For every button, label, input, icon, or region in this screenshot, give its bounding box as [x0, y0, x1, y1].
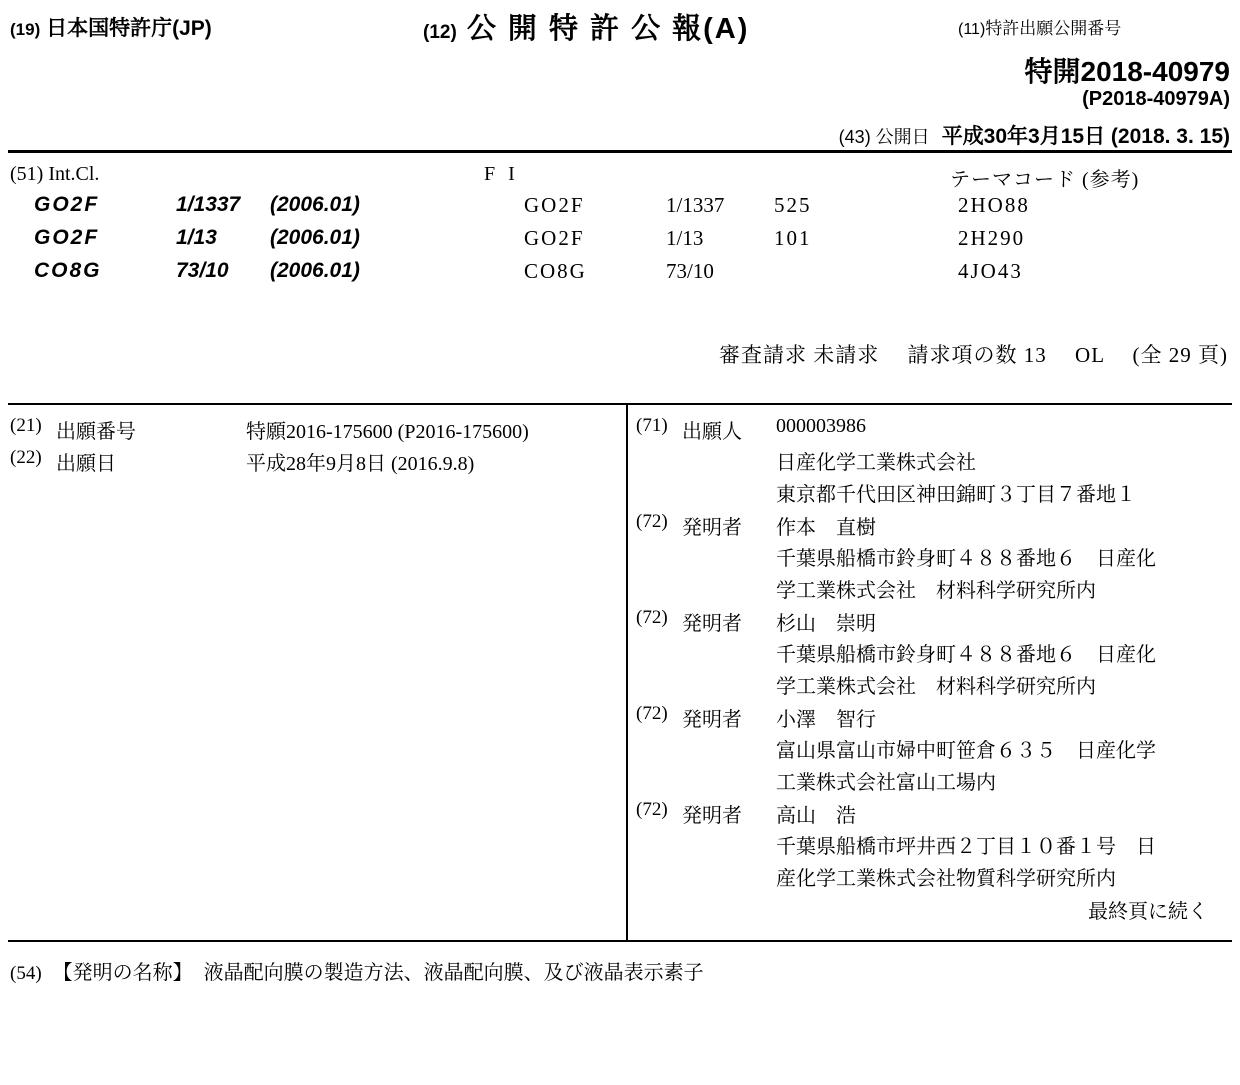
inventor-name: 小澤 智行	[776, 709, 876, 731]
inventor-name: 杉山 崇明	[776, 613, 876, 635]
issuing-office	[10, 12, 212, 42]
application-number-value: 特願2016-175600 (P2016-175600)	[246, 421, 529, 443]
bibliographic-body	[8, 405, 1232, 940]
issuing-office-paren: (19)	[10, 20, 41, 39]
ol-marker: OL	[1075, 343, 1105, 367]
theme-code: 4JO43	[958, 259, 1023, 283]
classification-section	[8, 153, 1232, 403]
application-number-tag: (21)	[10, 415, 42, 436]
inventor-address-line: 産化学工業株式会社物質科学研究所内	[776, 868, 1116, 890]
document-type-paren: (12)	[423, 22, 457, 43]
examination-request: 審査請求 未請求	[719, 343, 880, 367]
inventor-address-line: 工業株式会社富山工場内	[776, 772, 996, 794]
publication-date-label: (43) 公開日	[838, 127, 930, 147]
fi-symbol: GO2F	[524, 193, 585, 217]
application-date-row	[8, 447, 618, 479]
ipc-version: (2006.01)	[270, 193, 360, 216]
left-column	[8, 415, 618, 479]
inventor-tag: (72)	[636, 799, 668, 820]
classification-rows	[8, 193, 1232, 292]
fi-group: 1/1337	[666, 193, 725, 217]
fi-symbol: CO8G	[524, 259, 587, 283]
table-row	[8, 193, 1232, 226]
fi-label: F I	[484, 163, 519, 185]
examination-status-line	[719, 339, 1228, 369]
inventor-address-line: 富山県富山市婦中町笹倉６３５ 日産化学	[776, 740, 1156, 762]
inventor-address-line: 学工業株式会社 材料科学研究所内	[776, 580, 1096, 602]
publication-date-value: 平成30年3月15日 (2018. 3. 15)	[941, 125, 1230, 148]
publication-number-label	[958, 14, 1121, 39]
applicant-label: 出願人	[682, 421, 742, 443]
int-cl-label: (51) Int.Cl.	[10, 163, 100, 185]
ipc-group: 1/1337	[176, 193, 241, 216]
inventor-address-line: 千葉県船橋市鈴身町４８８番地６ 日産化	[776, 548, 1156, 570]
fi-code: 101	[774, 226, 812, 250]
inventor-label: 発明者	[682, 805, 742, 827]
fi-group: 73/10	[666, 259, 714, 283]
inventor-row	[636, 703, 1236, 735]
theme-code: 2H290	[958, 226, 1026, 250]
table-row	[8, 226, 1232, 259]
issuing-office-text: 日本国特許庁(JP)	[46, 17, 212, 40]
ipc-group: 73/10	[176, 259, 229, 282]
invention-title-label: 【発明の名称】	[52, 962, 193, 984]
inventor-address-line: 千葉県船橋市坪井西２丁目１０番１号 日	[776, 836, 1156, 858]
right-column	[636, 415, 1236, 929]
inventor-label: 発明者	[682, 709, 742, 731]
application-date-tag: (22)	[10, 447, 42, 468]
inventor-address-line: 千葉県船橋市鈴身町４８８番地６ 日産化	[776, 644, 1156, 666]
column-divider	[626, 405, 628, 940]
claims-count: 請求項の数 13	[907, 343, 1047, 367]
page-title: 液晶配向膜の製造方法、液晶配向膜、及び液晶表示素子	[203, 962, 704, 984]
document-type-text: 公 開 特 許 公 報(A)	[466, 13, 750, 45]
ipc-group: 1/13	[176, 226, 217, 249]
inventor-tag: (72)	[636, 511, 668, 532]
document-header	[8, 0, 1232, 150]
ipc-symbol: GO2F	[34, 193, 100, 216]
invention-title-tag: (54)	[10, 963, 42, 984]
invention-title-line	[10, 956, 704, 985]
publication-number: 特開2018-40979	[1024, 56, 1230, 87]
applicant-address-line: 東京都千代田区神田錦町３丁目７番地１	[776, 484, 1136, 506]
page-count: (全 29 頁)	[1132, 343, 1228, 367]
inventor-name: 作本 直樹	[776, 517, 876, 539]
publication-number-alt: (P2018-40979A)	[1082, 88, 1230, 110]
fi-code: 525	[774, 193, 812, 217]
application-date-value: 平成28年9月8日 (2016.9.8)	[246, 453, 475, 475]
inventor-tag: (72)	[636, 703, 668, 724]
application-date-label: 出願日	[56, 453, 116, 475]
theme-code: 2HO88	[958, 193, 1030, 217]
publication-date	[839, 120, 1230, 150]
publication-number-label-text: 特許出願公開番号	[985, 19, 1122, 38]
inventor-row	[636, 607, 1236, 639]
ipc-version: (2006.01)	[270, 226, 360, 249]
applicant-row	[636, 415, 1236, 447]
ipc-version: (2006.01)	[270, 259, 360, 282]
inventor-address-line: 学工業株式会社 材料科学研究所内	[776, 676, 1096, 698]
inventor-label: 発明者	[682, 517, 742, 539]
fi-symbol: GO2F	[524, 226, 585, 250]
continued-note: 最終頁に続く	[1088, 901, 1208, 923]
table-row	[8, 259, 1232, 292]
inventor-tag: (72)	[636, 607, 668, 628]
invention-title-section	[8, 942, 1232, 998]
application-number-label: 出願番号	[56, 421, 136, 443]
theme-code-label: テーマコード (参考)	[950, 169, 1140, 191]
document-type	[423, 6, 749, 47]
applicant-tag: (71)	[636, 415, 668, 436]
applicant-address-line: 日産化学工業株式会社	[776, 452, 976, 474]
ipc-symbol: GO2F	[34, 226, 100, 249]
inventor-row	[636, 799, 1236, 831]
ipc-symbol: CO8G	[34, 259, 102, 282]
fi-group: 1/13	[666, 226, 704, 250]
applicant-id: 000003986	[776, 415, 866, 437]
inventor-label: 発明者	[682, 613, 742, 635]
application-number-row	[8, 415, 618, 447]
inventor-row	[636, 511, 1236, 543]
inventor-name: 高山 浩	[776, 805, 856, 827]
publication-number-label-paren: (11)	[958, 21, 986, 38]
